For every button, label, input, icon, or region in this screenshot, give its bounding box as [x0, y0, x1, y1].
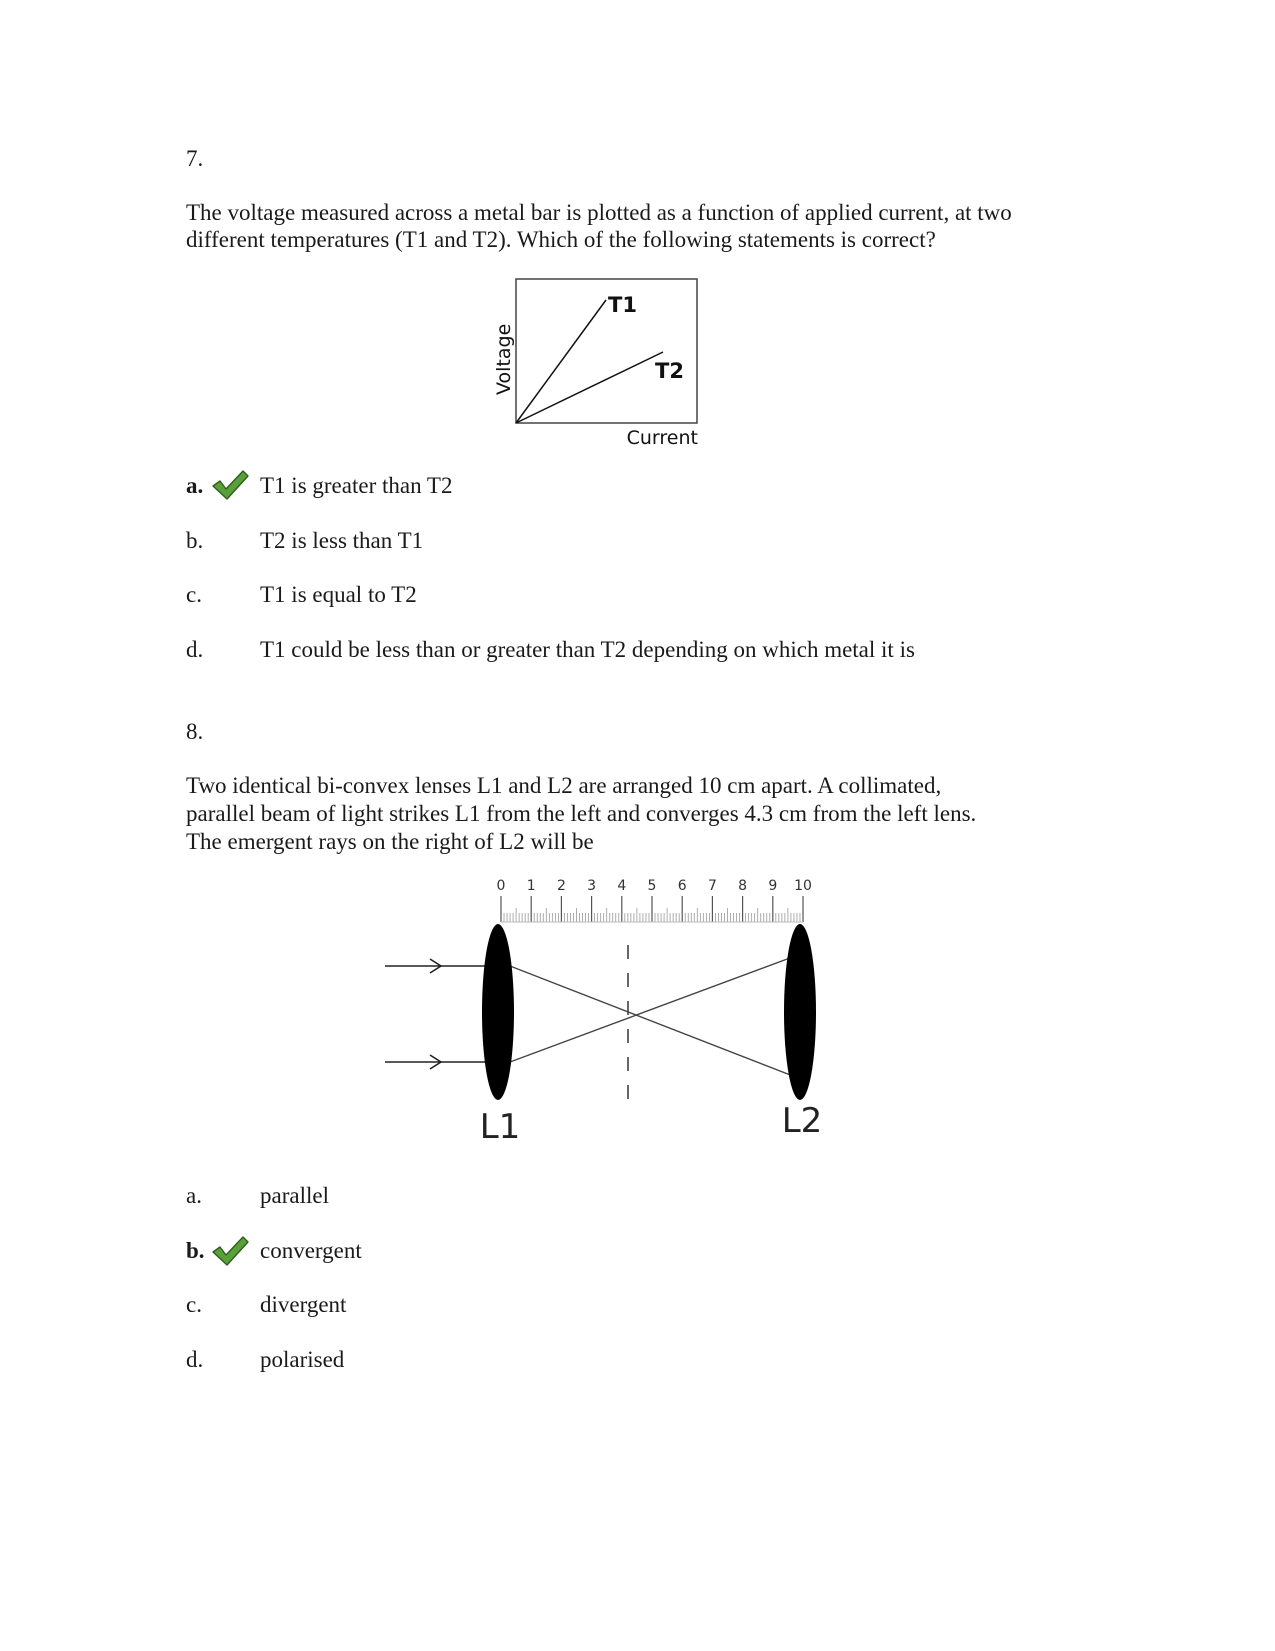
- q8-option-a-letter: a.: [186, 1183, 202, 1208]
- ruler-label: 3: [587, 878, 597, 894]
- ray-top-to-bottom: [510, 966, 798, 1078]
- check-icon: [210, 1234, 250, 1268]
- question-8-number: 8.: [186, 719, 204, 744]
- q8-option-b-text: convergent: [260, 1238, 362, 1263]
- q8-option-a-text: parallel: [260, 1183, 329, 1208]
- q7-option-b-text: T2 is less than T1: [260, 528, 424, 553]
- q8-option-d-letter: d.: [186, 1347, 204, 1372]
- q7-option-b-letter: b.: [186, 528, 204, 553]
- question-8-text-line-3: The emergent rays on the right of L2 will be: [186, 829, 594, 854]
- question-7-text-line-2: different temperatures (T1 and T2). Which of the following statements is correct?: [186, 227, 936, 252]
- ruler-label: 7: [707, 878, 717, 894]
- x-axis-label: Current: [626, 427, 698, 449]
- ruler-label: 10: [794, 878, 812, 894]
- ruler-label: 5: [647, 878, 657, 894]
- q7-option-a-text: T1 is greater than T2: [260, 473, 453, 498]
- y-axis-label: Voltage: [493, 323, 515, 395]
- q7-option-c-letter: c.: [186, 582, 202, 607]
- lens-diagram: [380, 870, 840, 1160]
- question-8-text-line-1: Two identical bi-convex lenses L1 and L2 are arranged 10 cm apart. A collimated,: [186, 773, 942, 798]
- question-7-number: 7.: [186, 146, 204, 171]
- lens-l2-label: L2: [781, 1101, 823, 1141]
- ruler-label: 9: [768, 878, 778, 894]
- plot-frame: [516, 279, 697, 423]
- lens-l1-label: L1: [479, 1107, 521, 1147]
- ruler-label: 0: [496, 878, 506, 894]
- ruler: [497, 878, 812, 922]
- q8-option-b-letter: b.: [186, 1238, 205, 1263]
- q8-option-d-text: polarised: [260, 1347, 345, 1372]
- voltage-current-figure: [490, 270, 730, 460]
- lens-l1: [482, 924, 514, 1100]
- q8-option-c-text: divergent: [260, 1292, 347, 1317]
- q8-option-c-letter: c.: [186, 1292, 202, 1317]
- q7-option-d-text: T1 could be less than or greater than T2 depending on which metal it is: [260, 637, 915, 662]
- ruler-label: 8: [738, 878, 748, 894]
- question-8-text-line-2: parallel beam of light strikes L1 from the left and converges 4.3 cm from the left lens.: [186, 801, 977, 826]
- lens-l2: [784, 924, 816, 1100]
- ruler-label: 6: [677, 878, 687, 894]
- q7-option-d-letter: d.: [186, 637, 204, 662]
- label-t1: T1: [608, 293, 637, 317]
- q7-option-a-letter: a.: [186, 473, 204, 498]
- label-t2: T2: [655, 359, 684, 383]
- ruler-label: 1: [526, 878, 536, 894]
- q7-option-c-text: T1 is equal to T2: [260, 582, 417, 607]
- check-icon: [210, 468, 250, 502]
- ruler-label: 4: [617, 878, 627, 894]
- ruler-label: 2: [556, 878, 566, 894]
- question-7-text-line-1: The voltage measured across a metal bar is plotted as a function of applied current, at two: [186, 200, 1012, 225]
- ray-bottom-to-top: [510, 955, 798, 1062]
